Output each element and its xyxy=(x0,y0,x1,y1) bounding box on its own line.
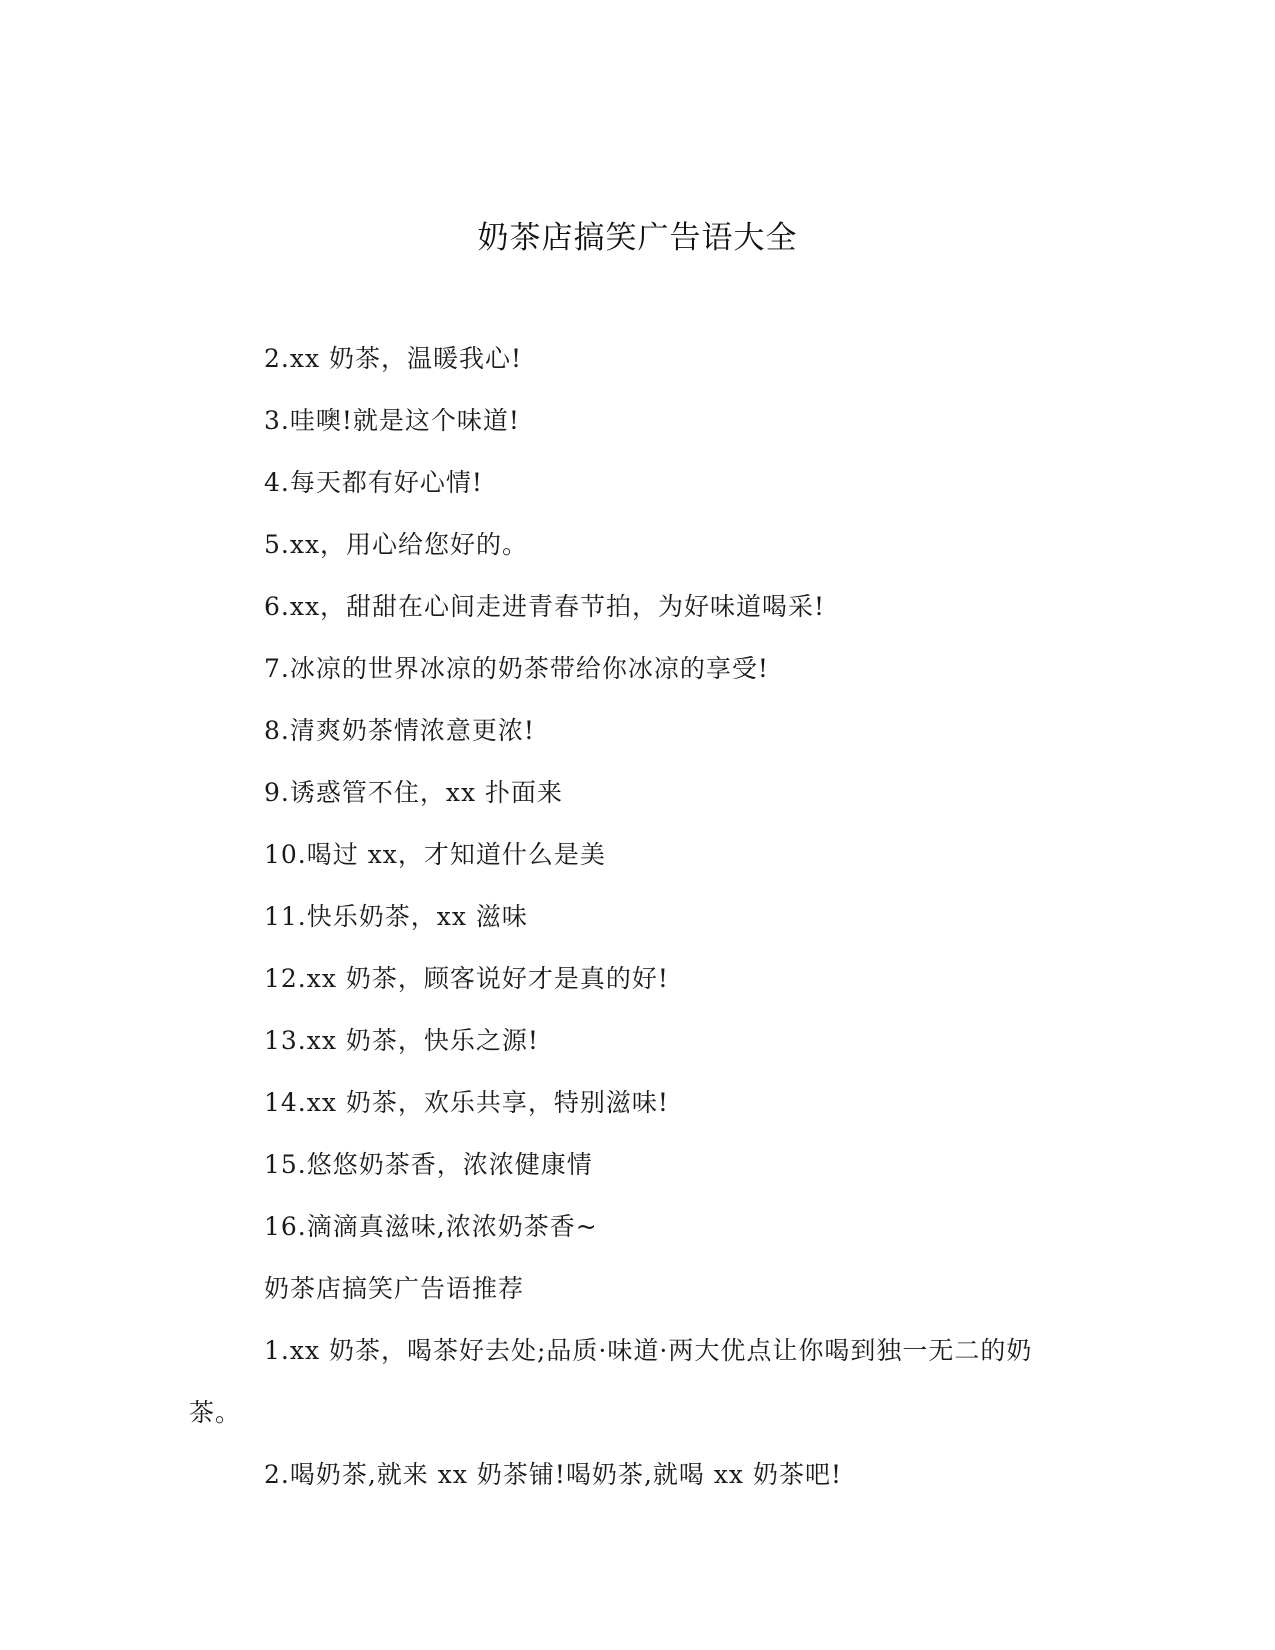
paragraph: 4.每天都有好心情! xyxy=(264,468,483,497)
document-title: 奶茶店搞笑广告语大全 xyxy=(477,220,798,256)
paragraph: 11.快乐奶茶，xx 滋味 xyxy=(264,902,528,931)
section-heading: 奶茶店搞笑广告语推荐 xyxy=(264,1274,525,1303)
paragraph: 2.喝奶茶,就来 xx 奶茶铺!喝奶茶,就喝 xx 奶茶吧! xyxy=(264,1460,843,1489)
paragraph: 3.哇噢!就是这个味道! xyxy=(264,406,520,435)
paragraph: 2.xx 奶茶，温暖我心! xyxy=(264,344,523,373)
paragraph: 14.xx 奶茶，欢乐共享，特别滋味! xyxy=(264,1088,669,1117)
paragraph: 5.xx，用心给您好的。 xyxy=(264,530,529,559)
paragraph: 7.冰凉的世界冰凉的奶茶带给你冰凉的享受! xyxy=(264,654,769,683)
paragraph: 8.清爽奶茶情浓意更浓! xyxy=(264,716,535,745)
paragraph: 16.滴滴真滋味,浓浓奶茶香~ xyxy=(264,1212,598,1241)
paragraph: 10.喝过 xx，才知道什么是美 xyxy=(264,840,606,869)
paragraph: 15.悠悠奶茶香，浓浓健康情 xyxy=(264,1150,593,1179)
paragraph: 6.xx，甜甜在心间走进青春节拍，为好味道喝采! xyxy=(264,592,826,621)
document-body xyxy=(189,328,1079,1506)
paragraph: 13.xx 奶茶，快乐之源! xyxy=(264,1026,539,1055)
paragraph: 12.xx 奶茶，顾客说好才是真的好! xyxy=(264,964,669,993)
paragraph: 9.诱惑管不住，xx 扑面来 xyxy=(264,778,563,807)
paragraph: 1.xx 奶茶，喝茶好去处;品质·味道·两大优点让你喝到独一无二的奶茶。 xyxy=(189,1336,1033,1427)
